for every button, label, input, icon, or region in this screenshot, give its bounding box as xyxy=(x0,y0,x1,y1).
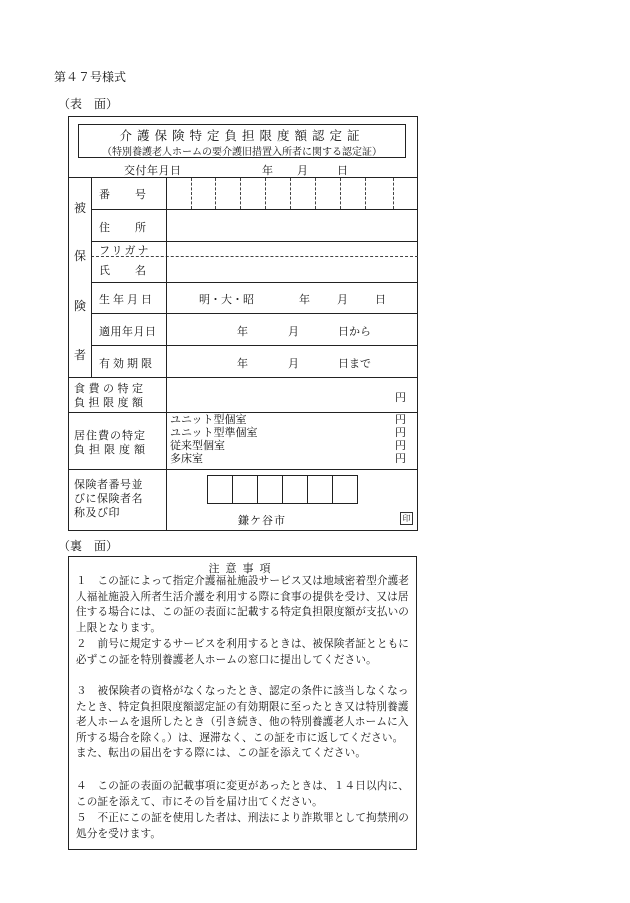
note-2: ２ 前号に規定するサービスを利用するときは、被保険者証とともに必ずこの証を特別養護老人ホームの窓口に提出してください。 xyxy=(76,638,410,666)
furigana-label: フリガナ xyxy=(99,244,151,257)
room-type-2: ユニット型準個室 xyxy=(170,426,258,439)
digit-divider xyxy=(340,178,341,209)
room-unit-2: 円 xyxy=(395,426,406,439)
hline xyxy=(91,345,418,346)
insurer-box-divider xyxy=(257,475,258,504)
insurer-box-divider xyxy=(307,475,308,504)
digit-divider xyxy=(265,178,266,209)
food-cost-label-1: 食費の特定 xyxy=(74,382,147,395)
birthdate-label: 生年月日 xyxy=(99,293,155,306)
insurer-box-divider xyxy=(332,475,333,504)
room-type-4: 多床室 xyxy=(170,452,203,465)
vline xyxy=(91,177,92,377)
card-title: 介護保険特定負担限度額認定証 xyxy=(119,128,365,143)
hline xyxy=(68,377,418,378)
insurer-label-1: 保険者番号並 xyxy=(74,478,143,491)
note-5: ５ 不正にこの証を使用した者は、刑法により詐欺罪として拘禁刑の処分を受けます。 xyxy=(76,812,410,840)
insurer-name: 鎌ケ谷市 xyxy=(238,514,286,527)
back-side-label: （裏 面） xyxy=(58,539,119,553)
food-cost-unit: 円 xyxy=(395,391,406,404)
insured-char-2: 保 xyxy=(74,249,87,263)
insurer-label-3: 称及び印 xyxy=(74,506,120,519)
digit-divider xyxy=(393,178,394,209)
insured-char-3: 険 xyxy=(74,299,87,313)
hline xyxy=(91,282,418,283)
card-subtitle: （特別養護老人ホームの要介護旧措置入所者に関する認定証） xyxy=(102,147,382,158)
hline xyxy=(68,469,418,470)
residence-cost-label-2: 負担限度額 xyxy=(74,443,149,456)
digit-divider xyxy=(215,178,216,209)
room-unit-1: 円 xyxy=(395,413,406,426)
insurer-box-divider xyxy=(282,475,283,504)
valid-period-label: 有効期限 xyxy=(99,357,155,370)
food-cost-label-2: 負担限度額 xyxy=(74,396,147,409)
address-label: 住 所 xyxy=(99,221,147,234)
issue-day: 日 xyxy=(337,164,348,177)
name-label: 氏 名 xyxy=(99,264,147,277)
issue-date-label: 交付年月日 xyxy=(124,164,182,177)
form-number: 第４７号様式 xyxy=(54,70,127,84)
insured-char-4: 者 xyxy=(74,348,87,362)
residence-cost-label-1: 居住費の特定 xyxy=(74,429,146,442)
hline xyxy=(91,209,418,210)
note-4: ４ この証の表面の記載事項に変更があったときは、１４日以内に、この証を添えて、市にその旨を届け出てください。 xyxy=(76,780,409,808)
issue-year: 年 xyxy=(262,164,273,177)
insurer-box-divider xyxy=(232,475,233,504)
digit-divider xyxy=(315,178,316,209)
applicable-day: 日から xyxy=(338,325,371,338)
valid-month: 月 xyxy=(288,357,299,370)
birth-year: 年 xyxy=(299,293,310,306)
seal-stamp: 印 xyxy=(400,512,413,525)
issue-month: 月 xyxy=(297,164,308,177)
applicable-date-label: 適用年月日 xyxy=(99,325,157,338)
valid-day: 日まで xyxy=(338,357,371,370)
room-type-1: ユニット型個室 xyxy=(170,413,247,426)
applicable-month: 月 xyxy=(288,325,299,338)
vline xyxy=(166,177,167,531)
room-unit-4: 円 xyxy=(395,452,406,465)
note-1: １ この証によって指定介護福祉施設サービス又は地域密着型介護老人福祉施設入所者生活介護を利用する際に食事の提供を受け、又は居住する場合には、この証の表面に記載する特定負担限度額が支払いの上限となります。 xyxy=(76,575,410,634)
digit-divider xyxy=(290,178,291,209)
front-side-label: （表 面） xyxy=(58,97,119,111)
room-type-3: 従来型個室 xyxy=(170,439,225,452)
number-label: 番 号 xyxy=(99,188,147,201)
digit-divider xyxy=(240,178,241,209)
room-unit-3: 円 xyxy=(395,439,406,452)
note-3: ３ 被保険者の資格がなくなったとき、認定の条件に該当しなくなったとき、特定負担限度額認定証の有効期限に至ったとき又は特別養護老人ホームを退所したとき（引き続き、他の特別養護老人ホームに入所する場合を除く。）は、遅滞なく、この証を市に返してください。また、転出の届出をする際には、この証を添えてください。 xyxy=(76,685,409,760)
birthdate-era: 明・大・昭 xyxy=(199,293,254,306)
digit-divider xyxy=(365,178,366,209)
digit-divider xyxy=(191,178,192,209)
hline xyxy=(91,313,418,314)
birth-day: 日 xyxy=(375,293,386,306)
birth-month: 月 xyxy=(337,293,348,306)
valid-year: 年 xyxy=(237,357,248,370)
notes-title: 注意事項 xyxy=(208,562,277,575)
applicable-year: 年 xyxy=(237,325,248,338)
insured-char-1: 被 xyxy=(74,201,87,215)
insurer-label-2: びに保険者名 xyxy=(74,492,143,505)
